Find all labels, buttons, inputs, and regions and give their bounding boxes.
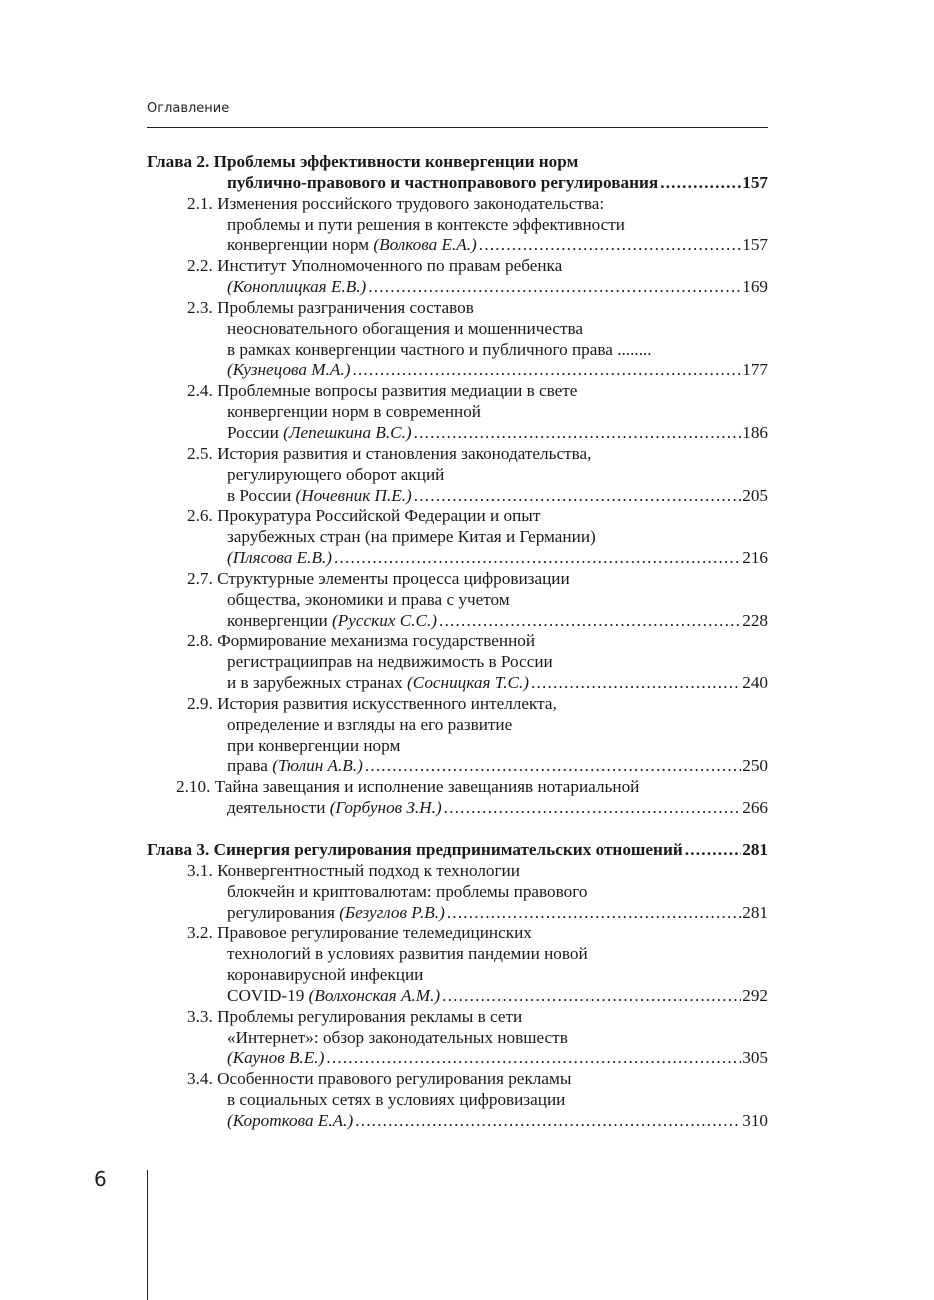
entry-line [147, 235, 768, 256]
entry-number: 3.4. [187, 1069, 213, 1089]
entry-text: История развития и становления законодательства, [217, 443, 592, 463]
entry-text: конвергенции [227, 610, 333, 630]
toc-entry[interactable] [147, 506, 768, 569]
page-ref: 250 [742, 756, 768, 776]
toc-entry[interactable] [147, 256, 768, 298]
entry-line [147, 548, 768, 569]
dot-leader [442, 986, 741, 1007]
entry-line [147, 423, 768, 444]
dot-leader [439, 611, 741, 632]
entry-number: 2.3. [187, 297, 213, 317]
dot-leader [352, 360, 741, 381]
entry-line: коронавирусной инфекции [227, 965, 424, 985]
page-ref: 216 [742, 548, 768, 568]
entry-line [147, 1007, 768, 1028]
page-ref: 310 [742, 1110, 768, 1130]
entry-number: 3.2. [187, 923, 213, 943]
dot-leader [479, 235, 741, 256]
entry-line: зарубежных стран (на примере Китая и Германии) [227, 527, 596, 547]
entry-number: 2.6. [187, 506, 213, 526]
entry-number: 2.8. [187, 631, 213, 651]
entry-text: Прокуратура Российской Федерации и опыт [217, 506, 541, 526]
entry-author: (Горбунов З.Н.) [329, 798, 442, 818]
entry-number: 2.10. [176, 777, 211, 797]
page-ref: 240 [742, 673, 768, 693]
running-head: Оглавление [147, 101, 230, 116]
chapter-title-line[interactable] [147, 173, 768, 194]
toc-entry[interactable] [147, 194, 768, 257]
dot-leader [447, 903, 741, 924]
dot-leader [444, 798, 742, 819]
entry-text: деятельности [227, 798, 330, 818]
entry-line [147, 1111, 768, 1132]
entry-line [147, 381, 768, 402]
entry-text: Структурные элементы процесса цифровизации [217, 568, 570, 588]
entry-line [147, 986, 768, 1007]
entry-line: при конвергенции норм [227, 735, 401, 755]
dot-leader [414, 423, 742, 444]
toc-entry[interactable] [147, 777, 768, 819]
entry-text: Проблемы регулирования рекламы в сети [217, 1006, 523, 1026]
entry-author: (Кузнецова М.А.) [227, 360, 351, 380]
dot-leader [660, 173, 741, 194]
entry-author: (Короткова Е.А.) [227, 1110, 354, 1130]
entry-text: в России [227, 485, 296, 505]
entry-line: проблемы и пути решения в контексте эффективности [227, 214, 625, 234]
entry-author: (Коноплицкая Е.В.) [227, 277, 367, 297]
chapter-3 [147, 840, 768, 1132]
entry-text: Особенности правового регулирования рекламы [217, 1069, 572, 1089]
chapter-2 [147, 152, 768, 819]
entry-author: (Русских С.С.) [332, 610, 437, 630]
chapter-title-text: публично-правового и частноправового регулирования [227, 172, 659, 192]
toc-entry[interactable] [147, 569, 768, 632]
entry-number: 2.2. [187, 256, 213, 276]
entry-text: России [227, 422, 284, 442]
dot-leader [365, 756, 741, 777]
dot-leader [531, 673, 741, 694]
page-number: 6 [94, 1167, 107, 1191]
page-ref: 266 [742, 798, 768, 818]
entry-text: Тайна завещания и исполнение завещанияв нотариальной [214, 777, 640, 797]
toc-entry[interactable] [147, 923, 768, 1006]
entry-number: 3.3. [187, 1006, 213, 1026]
page-ref: 169 [742, 277, 768, 297]
entry-text: История развития искусственного интеллекта, [217, 693, 557, 713]
entry-line: конвергенции норм в современной [227, 402, 482, 422]
dot-leader [368, 277, 741, 298]
toc-entry[interactable] [147, 694, 768, 777]
chapter-title-text: Глава 3. Синергия регулирования предпринимательских отношений [147, 840, 683, 859]
page-ref: 228 [742, 610, 768, 630]
entry-line [147, 486, 768, 507]
entry-line: технологий в условиях развития пандемии новой [227, 944, 588, 964]
dot-leader [685, 840, 741, 861]
entry-number: 2.4. [187, 381, 213, 401]
entry-line [147, 569, 768, 590]
entry-text: права [227, 756, 273, 776]
entry-line [147, 1048, 768, 1069]
entry-text: Конвергентностный подход к технологии [217, 860, 520, 880]
entry-author: (Сосницкая Т.С.) [407, 673, 530, 693]
entry-author: (Волкова Е.А.) [373, 235, 477, 255]
page-ref: 177 [742, 360, 768, 380]
entry-line [147, 631, 768, 652]
page-ref: 281 [742, 902, 768, 922]
entry-line [147, 256, 768, 277]
toc-entry[interactable] [147, 381, 768, 444]
toc-entry[interactable] [147, 631, 768, 694]
dot-leader [334, 548, 741, 569]
entry-line: блокчейн и криптовалютам: проблемы правового [227, 881, 588, 901]
entry-author: (Каунов В.Е.) [227, 1048, 325, 1068]
entry-line [147, 923, 768, 944]
entry-text: Формирование механизма государственной [217, 631, 536, 651]
entry-line: регистрацииправ на недвижимость в России [227, 652, 553, 672]
entry-line [147, 360, 768, 381]
entry-text: регулирования [227, 902, 340, 922]
page-ref: 186 [742, 422, 768, 442]
entry-line [147, 506, 768, 527]
entry-text: Проблемные вопросы развития медиации в свете [217, 381, 578, 401]
entry-line: в рамках конвергенции частного и публичного права ........ [227, 339, 652, 359]
entry-text: COVID-19 [227, 985, 309, 1005]
dot-leader [414, 486, 741, 507]
entry-number: 3.1. [187, 860, 213, 880]
dot-leader [326, 1048, 741, 1069]
entry-number: 2.1. [187, 193, 213, 213]
entry-line: общества, экономики и права с учетом [227, 589, 510, 609]
toc-entry[interactable] [147, 861, 768, 924]
toc-entry[interactable] [147, 298, 768, 381]
page-ref: 292 [742, 985, 768, 1005]
entry-line [147, 861, 768, 882]
entry-line [147, 673, 768, 694]
entry-line: определение и взгляды на его развитие [227, 714, 513, 734]
entry-line [147, 298, 768, 319]
entry-text: Проблемы разграничения составов [217, 297, 474, 317]
entry-line: в социальных сетях в условиях цифровизации [227, 1090, 566, 1110]
margin-rule [147, 1170, 148, 1300]
header-rule [147, 127, 768, 128]
entry-line [147, 903, 768, 924]
entry-line [147, 694, 768, 715]
entry-line: регулирующего оборот акций [227, 464, 445, 484]
entry-line [147, 1069, 768, 1090]
chapter-title-line[interactable] [147, 840, 768, 861]
entry-number: 2.9. [187, 693, 213, 713]
entry-number: 2.5. [187, 443, 213, 463]
page-ref: 205 [742, 485, 768, 505]
entry-text: конвергенции норм [227, 235, 374, 255]
entry-author: (Лепешкина В.С.) [283, 422, 412, 442]
toc-entry[interactable] [147, 1007, 768, 1070]
entry-line [147, 194, 768, 215]
entry-text: Изменения российского трудового законодательства: [217, 193, 605, 213]
page-ref: 157 [742, 235, 768, 255]
entry-line [147, 611, 768, 632]
entry-line: «Интернет»: обзор законодательных новшеств [227, 1027, 568, 1047]
chapter-title-line[interactable]: Глава 2. Проблемы эффективности конвергенции норм [147, 152, 579, 171]
entry-line [147, 444, 768, 465]
entry-text: и в зарубежных странах [227, 673, 408, 693]
entry-text: Правовое регулирование телемедицинских [217, 923, 532, 943]
entry-author: (Волхонская А.М.) [308, 985, 441, 1005]
toc-entry[interactable] [147, 444, 768, 507]
table-of-contents [147, 152, 768, 1132]
entry-line: неосновательного обогащения и мошенничества [227, 318, 584, 338]
entry-line [147, 798, 768, 819]
entry-author: (Ночевник П.Е.) [295, 485, 412, 505]
entry-author: (Тюлин А.В.) [272, 756, 363, 776]
dot-leader [355, 1111, 741, 1132]
entry-number: 2.7. [187, 568, 213, 588]
page-ref: 157 [742, 172, 768, 192]
toc-entry[interactable] [147, 1069, 768, 1132]
entry-line [147, 277, 768, 298]
page-ref: 305 [742, 1048, 768, 1068]
page-ref: 281 [742, 840, 768, 859]
entry-author: (Безуглов Р.В.) [339, 902, 445, 922]
entry-line [147, 756, 768, 777]
entry-author: (Плясова Е.В.) [227, 548, 332, 568]
entry-line [147, 777, 768, 798]
entry-text: Институт Уполномоченного по правам ребенка [217, 256, 563, 276]
